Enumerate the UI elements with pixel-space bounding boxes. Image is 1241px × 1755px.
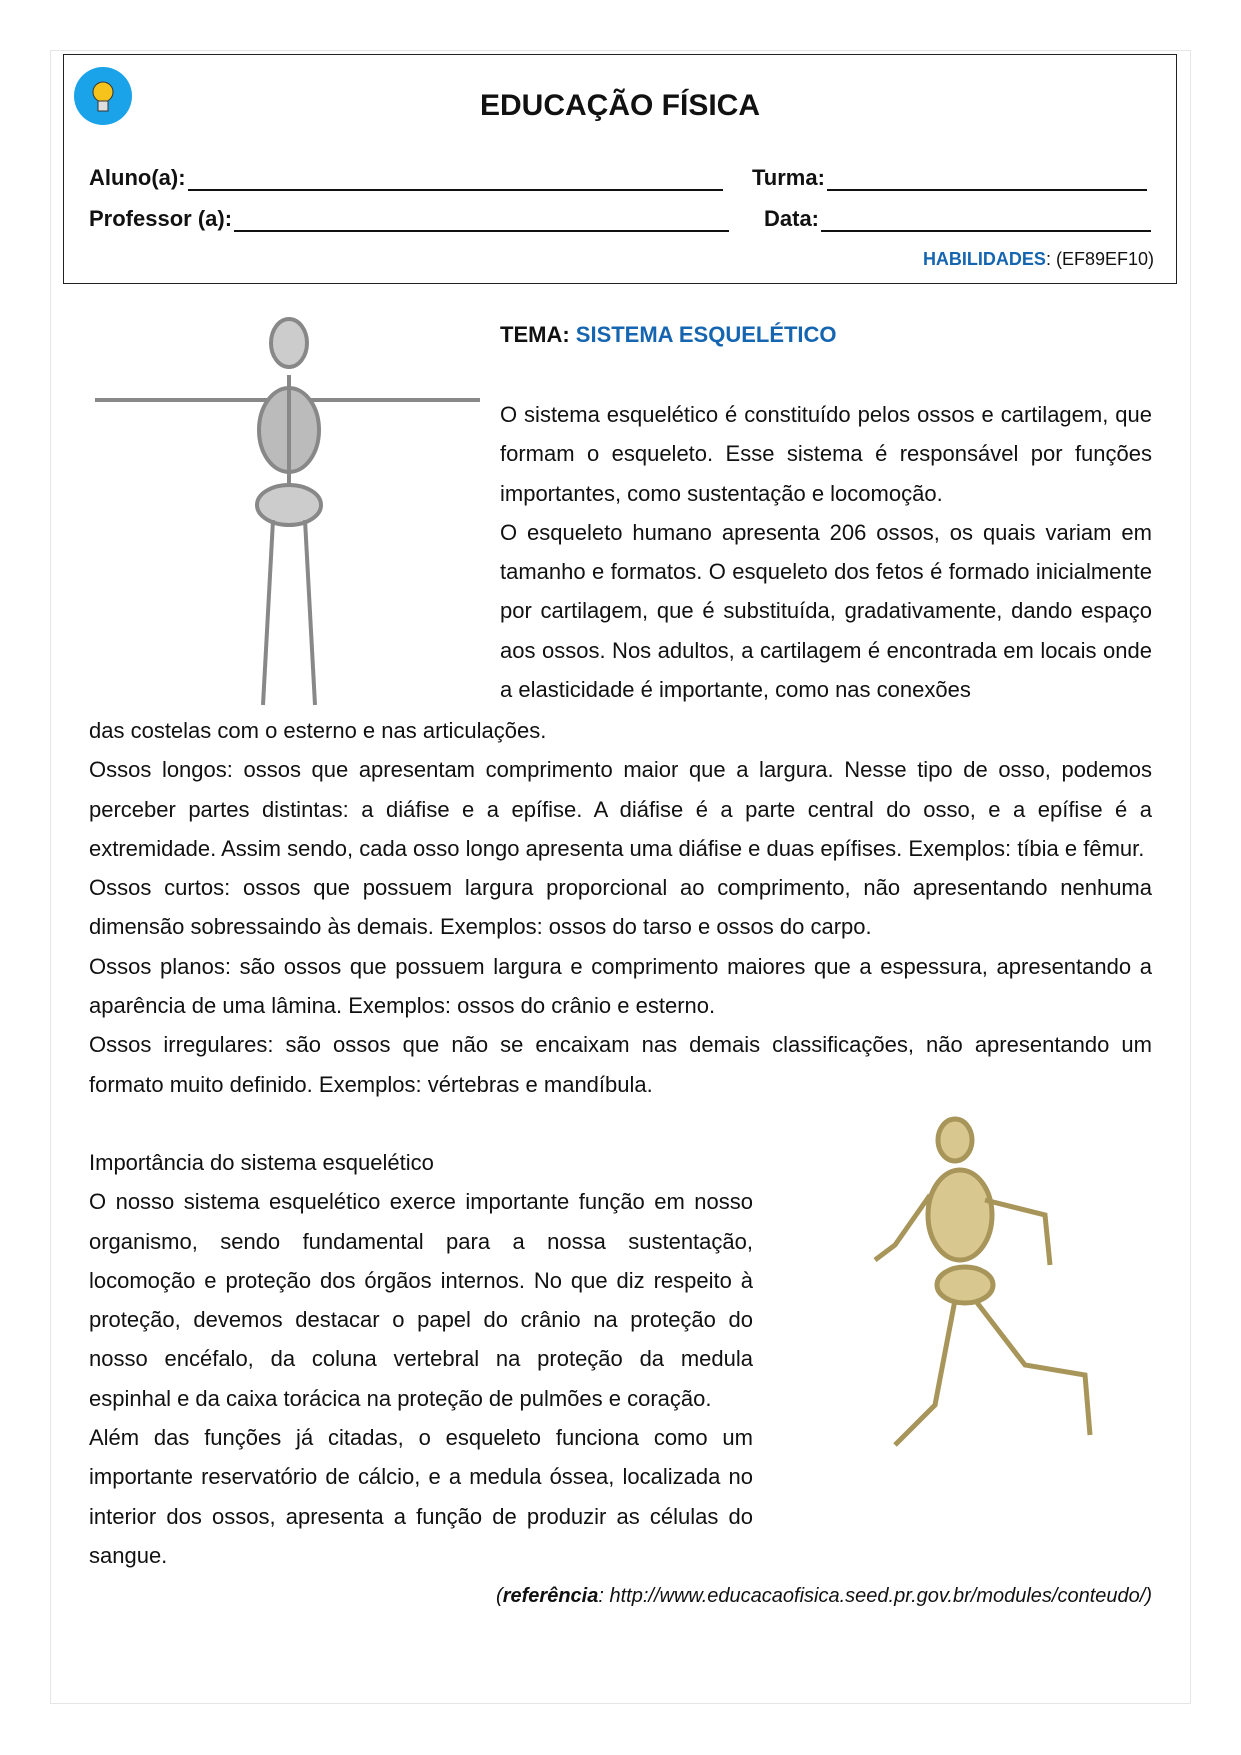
body-text <box>89 711 1152 1104</box>
intro-paragraph: O sistema esquelético é constituído pelos ossos e cartilagem, que formam o esqueleto. Esse sistema é responsável por funções importantes, como sustentação e locomoção. <box>500 402 1152 506</box>
header-box <box>63 54 1177 284</box>
aluno-label: Aluno(a): <box>89 165 186 190</box>
importance-heading: Importância do sistema esquelético <box>89 1150 434 1175</box>
intro-tail: das costelas com o esterno e nas articulações. <box>89 718 547 743</box>
ossos-irregulares: Ossos irregulares: são ossos que não se encaixam nas demais classificações, não apresentando um formato muito definido. Exemplos: vértebras e mandíbula. <box>89 1032 1152 1097</box>
importance-paragraph: Além das funções já citadas, o esqueleto funciona como um importante reservatório de cálcio, e a medula óssea, localizada no interior dos ossos, apresenta a função de produzir as células do sangue. <box>89 1425 753 1568</box>
turma-field[interactable] <box>752 165 1147 191</box>
intro-text <box>500 395 1152 709</box>
reference: (referência: http://www.educacaofisica.seed.pr.gov.br/modules/conteudo/) <box>496 1585 1152 1607</box>
importance-paragraph: O nosso sistema esquelético exerce importante função em nosso organismo, sendo fundamental para a nossa sustentação, locomoção e proteção dos órgãos internos. No que diz respeito à proteção, devemos destacar o papel do crânio na proteção do nosso encéfalo, da coluna vertebral na proteção da medula espinhal e da caixa torácica na proteção de pulmões e coração. <box>89 1189 753 1411</box>
ossos-curtos: Ossos curtos: ossos que possuem largura proporcional ao comprimento, não apresentando nenhuma dimensão sobressaindo às demais. Exemplos: ossos do tarso e ossos do carpo. <box>89 875 1152 940</box>
professor-label: Professor (a): <box>89 206 233 231</box>
data-label: Data: <box>764 206 820 231</box>
page-title: EDUCAÇÃO FÍSICA <box>479 89 760 122</box>
tema-heading: TEMA: SISTEMA ESQUELÉTICO <box>500 322 837 347</box>
ossos-planos: Ossos planos: são ossos que possuem largura e comprimento maiores que a espessura, apresentando a aparência de uma lâmina. Exemplos: ossos do crânio e esterno. <box>89 953 1152 1019</box>
skeleton-front-image <box>95 315 485 715</box>
data-field[interactable] <box>764 206 1151 232</box>
professor-field[interactable] <box>89 206 729 232</box>
ossos-longos: Ossos longos: ossos que apresentam comprimento maior que a largura. Nesse tipo de osso, podemos perceber partes distintas: a diáfise e a epífise. A diáfise é a parte central do osso, e a epífise é a extremidade. Assim sendo, cada osso longo apresenta uma diáfise e duas epífises. Exemplos: tíbia e fêmur. <box>89 757 1152 861</box>
turma-label: Turma: <box>752 165 825 190</box>
intro-paragraph: O esqueleto humano apresenta 206 ossos, os quais variam em tamanho e formatos. O esqueleto dos fetos é formado inicialmente por cartilagem, que é substituída, gradativamente, dando espaço aos ossos. Nos adultos, a cartilagem é encontrada em locais onde a elasticidade é importante, como nas conexões <box>500 519 1152 703</box>
habilidades: HABILIDADES: (EF89EF10) <box>922 249 1154 269</box>
reference-link[interactable]: http://www.educacaofisica.seed.pr.gov.br/modules/conteudo/ <box>609 1585 1146 1607</box>
aluno-field[interactable] <box>89 165 723 191</box>
importance-text <box>89 1143 753 1575</box>
skeleton-running-image <box>855 1115 1115 1515</box>
